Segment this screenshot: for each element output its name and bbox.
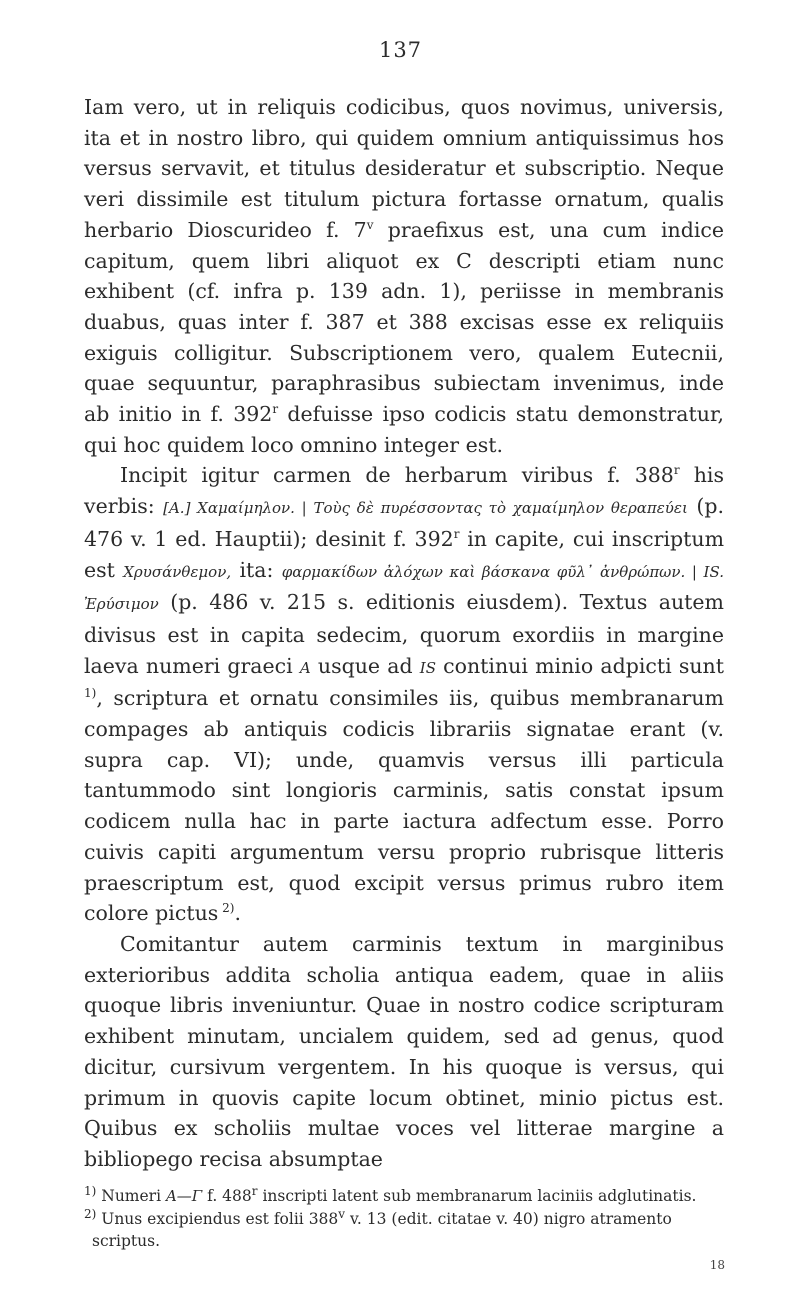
text-segment: usque ad [310, 653, 420, 678]
superscript: 1) [84, 686, 97, 701]
greek-text: Χρυσάνθεμον, [123, 562, 232, 581]
text-segment: his verbis: [84, 463, 725, 519]
text-segment: inscripti latent sub membranarum laciniis adglutinatis. [257, 1187, 697, 1205]
footnote [84, 1185, 724, 1208]
paragraph [84, 460, 724, 929]
superscript: r [251, 1183, 258, 1198]
text-segment: continui minio adpicti sunt [435, 653, 724, 678]
text-segment: in capite, cui inscriptum est [84, 526, 725, 582]
greek-text: A—Γ [165, 1187, 203, 1205]
body-text [84, 92, 724, 1175]
superscript: v [338, 1206, 346, 1221]
superscript: r [673, 463, 680, 478]
page-number: 137 [378, 38, 423, 62]
footnote [84, 1208, 724, 1253]
text-segment: f. 488 [202, 1187, 252, 1205]
text-segment: praefixus est, una cum indice capitum, quem libri aliquot ex C descripti etiam nunc exhibent (cf. infra p. 139 adn. 1), periisse in membranis duabus, quas inter f. 387 et 388 excisas esse ex reliquiis exiguis colligitur. Subscriptionem vero, qualem Eutecnii, quae sequuntur, paraphrasibus subiectam invenimus, inde ab initio in f. 392 [84, 217, 724, 427]
text-segment: , scriptura et ornatu consimiles iis, quibus membranarum compages ab antiquis codicis librariis signatae erant (v. supra cap. VI); unde, quamvis versus illi particula tantummodo sint longioris carminis, satis constat ipsum codicem nulla hac in parte iactura adfectum esse. Porro cuivis capiti argumentum versu proprio rubrisque litteris praescriptum est, quod excipit versus primus rubro item colore pictus [84, 686, 724, 926]
paragraph [84, 929, 724, 1175]
superscript: v [366, 217, 374, 232]
text-segment: Comitantur autem carminis textum in marginibus exterioribus addita scholia antiqua eadem, quae in aliis quoque libris inveniuntur. Quae in nostro codice scripturam exhibent minutam, uncialem quidem, sed ad genus, quod dicitur, cursivum vergentem. In his quoque is versus, qui primum in quovis capite locum obtinet, minio pictus est. Quibus ex scholiis multae voces vel litterae margine a bibliopego recisa absumptae [84, 931, 724, 1171]
text-segment: Unus excipiendus est folii 388 [96, 1209, 339, 1228]
superscript: 1) [84, 1183, 97, 1198]
greek-text: [A.] Χαμαίμηλον. | Τοὺς δὲ πυρέσσοντας τὸ χαμαίμηλον θεραπεύει [163, 499, 688, 518]
greek-text: IS [419, 658, 436, 677]
text-segment: (p. 486 v. 215 s. editionis eiusdem). Textus autem divisus est in capita sedecim, quorum exordiis in margine laeva numeri graeci [84, 590, 724, 678]
printer-signature: 18 [709, 1258, 725, 1272]
greek-text: A [299, 658, 311, 677]
superscript: r [272, 402, 279, 417]
footnotes [84, 1185, 724, 1253]
text-segment: Numeri [96, 1187, 166, 1205]
superscript: r [453, 527, 460, 542]
text-segment: ita: [231, 557, 282, 582]
text-segment: (p. 476 v. 1 ed. Hauptii); desinit f. 392 [84, 494, 724, 551]
text-segment: Incipit igitur carmen de herbarum viribus f. 388 [120, 463, 674, 488]
greek-text: φαρμακίδων ἀλόχων καὶ βάσκανα φῦλ᾽ ἀνθρώπων. | ΙS. Ἐρύσιμον [84, 562, 724, 614]
superscript: 2) [218, 901, 235, 916]
text-segment: defuisse ipso codicis statu demonstratur, qui hoc quidem loco omnino integer est. [84, 402, 725, 457]
text-segment: Iam vero, ut in reliquis codicibus, quos novimus, universis, ita et in nostro libro, qui quidem omnium antiquissimus hos versus servavit, et titulus desideratur et subscriptio. Neque veri dissimile est titulum pictura fortasse ornatum, qualis herbario Dioscurideo f. 7 [84, 95, 724, 242]
superscript: 2) [84, 1206, 97, 1221]
text-segment: v. 13 (edit. citatae v. 40) nigro atramento scriptus. [92, 1209, 672, 1250]
text-segment: . [234, 901, 241, 926]
paragraph [84, 92, 724, 460]
